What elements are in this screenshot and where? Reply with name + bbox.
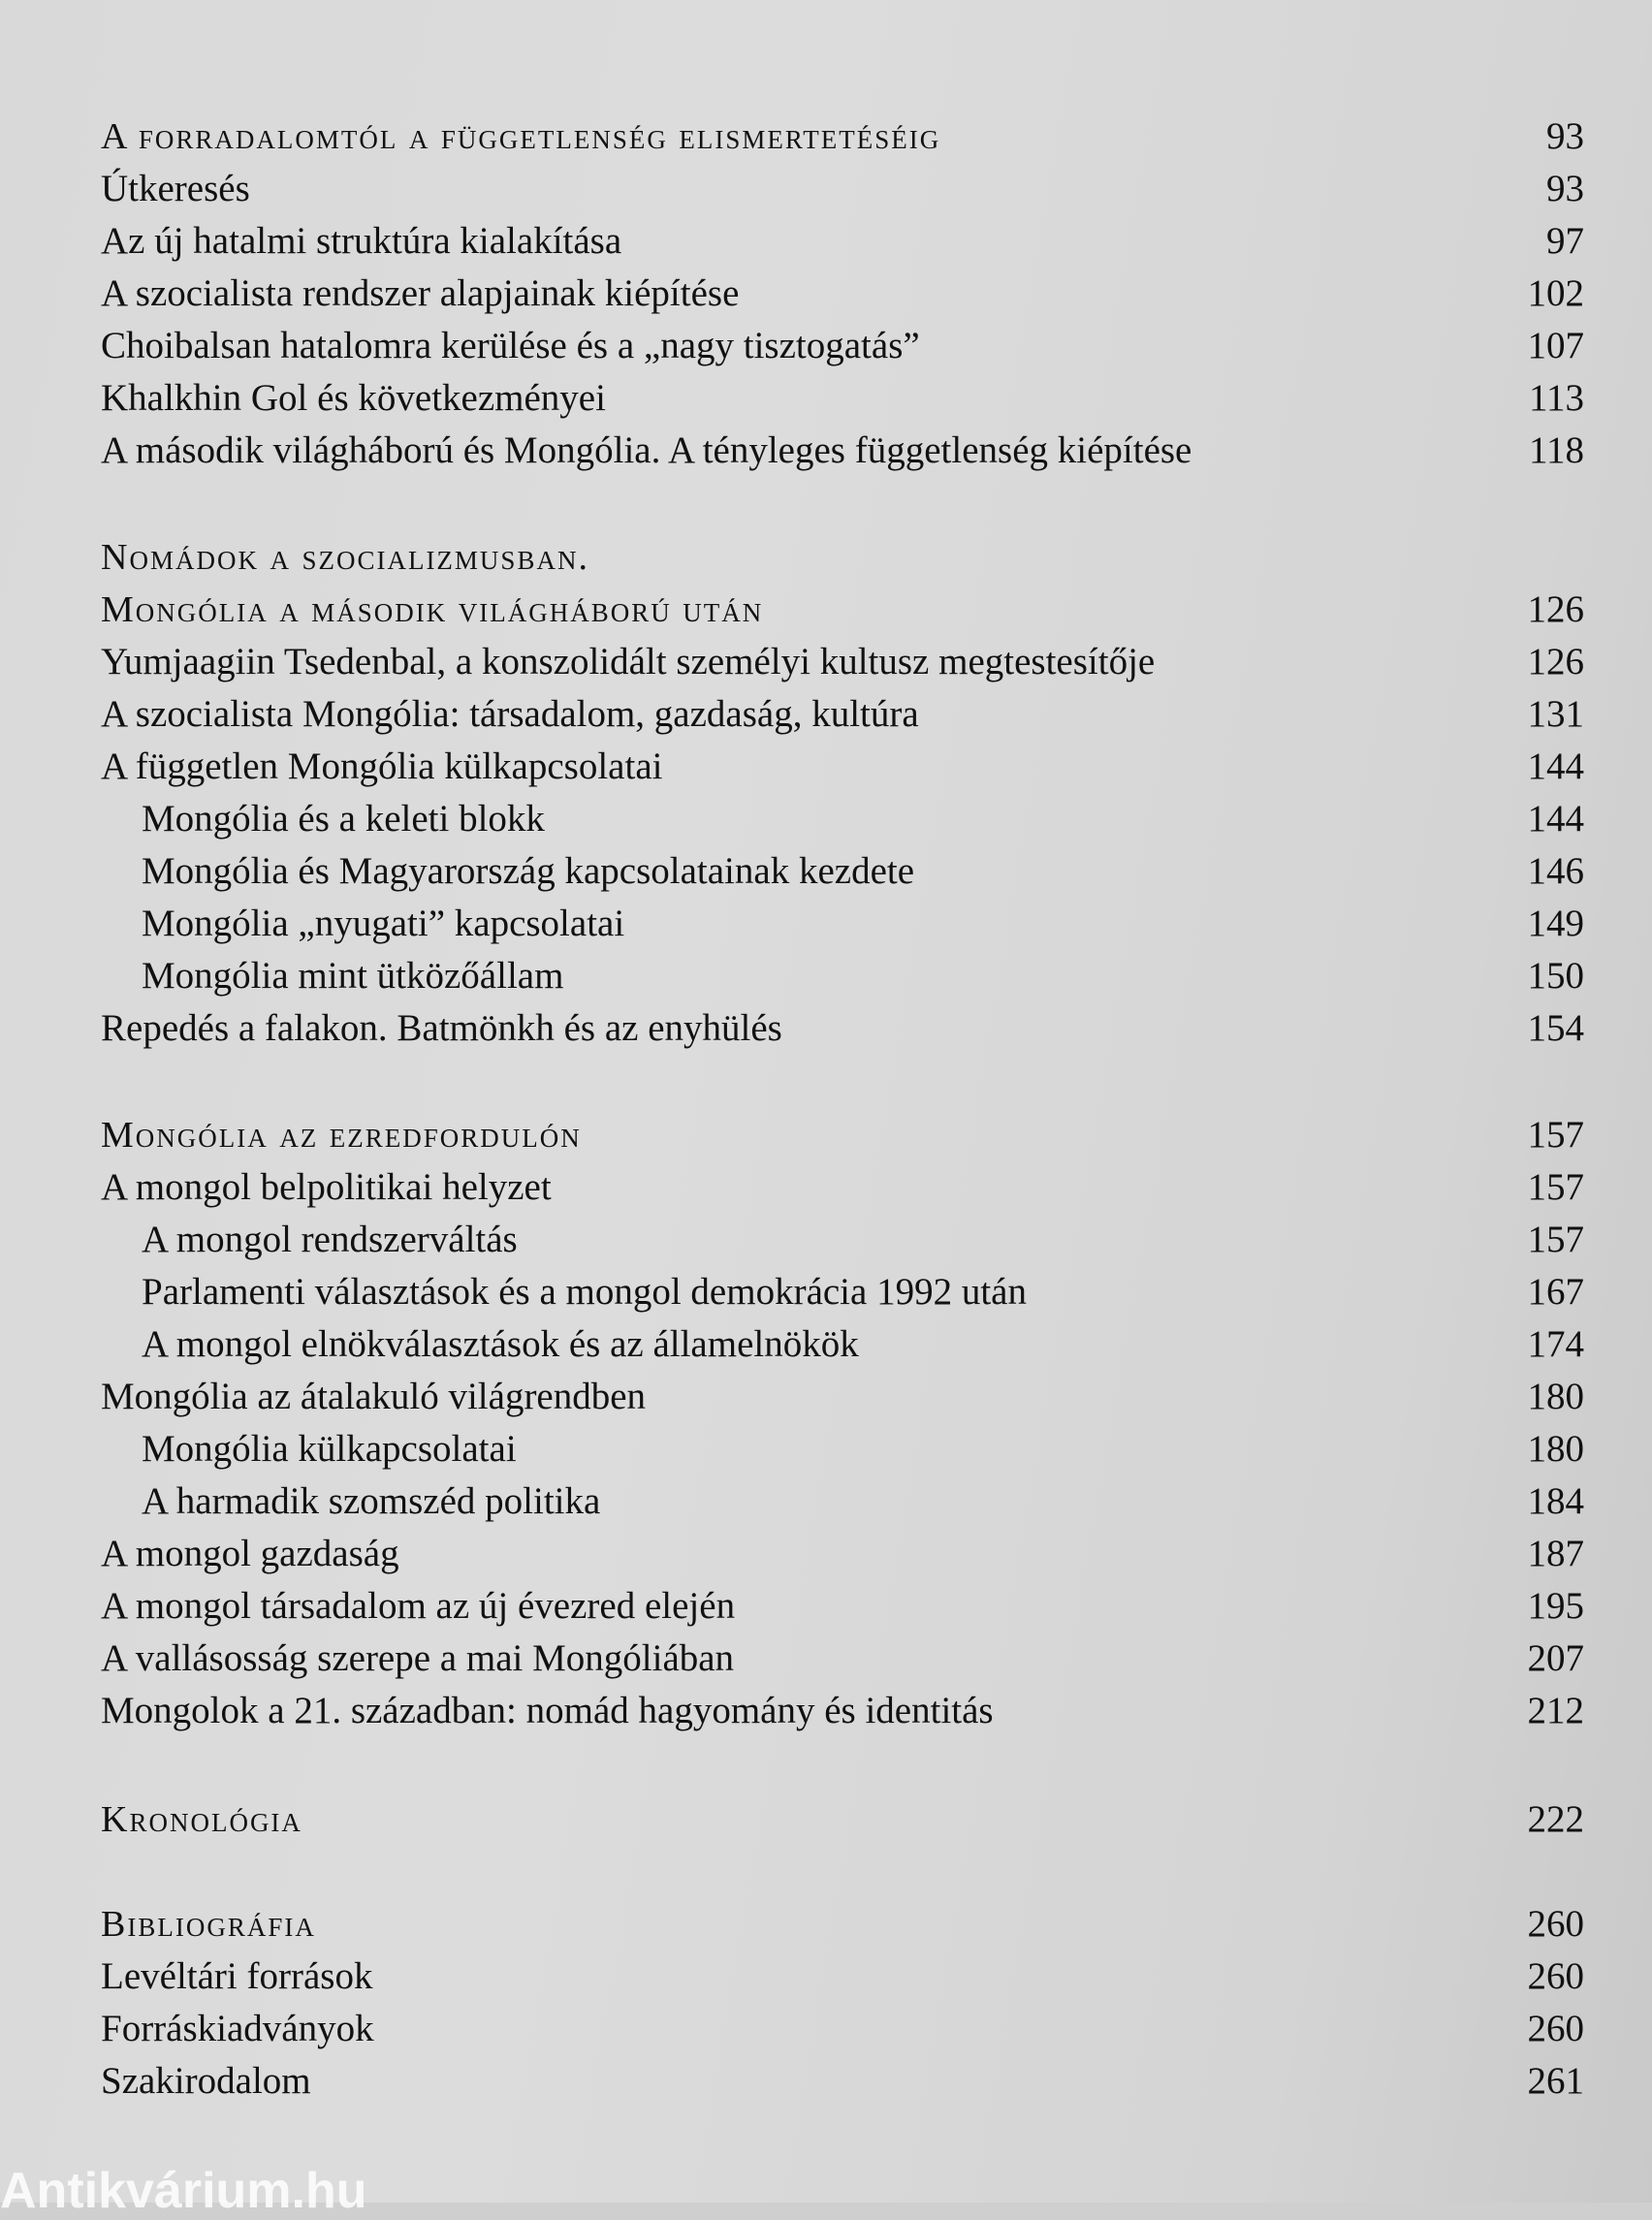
toc-entry-title: A vallásosság szerepe a mai Mongóliában bbox=[101, 1637, 735, 1679]
toc-entry bbox=[101, 372, 1584, 425]
toc-entry bbox=[101, 111, 1584, 163]
toc-entry bbox=[101, 2055, 1584, 2108]
toc-entry-page-number: 174 bbox=[1527, 1323, 1584, 1365]
toc-entry bbox=[101, 1898, 1584, 1950]
toc-entry bbox=[101, 584, 1584, 636]
toc-entry-title: Mongólia az ezredfordulón bbox=[101, 1115, 582, 1156]
toc-entry-title: Kronológia bbox=[101, 1799, 302, 1840]
toc-entry bbox=[142, 898, 1584, 950]
toc-entry-page-number: 187 bbox=[1527, 1533, 1584, 1574]
toc-entry-title: Forráskiadványok bbox=[101, 2008, 374, 2049]
toc-entry bbox=[101, 688, 1584, 741]
toc-entry-page-number: 144 bbox=[1527, 798, 1584, 840]
toc-entry bbox=[101, 215, 1584, 268]
toc-entry bbox=[101, 636, 1584, 688]
toc-entry-title: Az új hatalmi struktúra kialakítása bbox=[101, 220, 622, 262]
toc-entry-page-number: 157 bbox=[1527, 1166, 1584, 1208]
toc-entry-page-number: 107 bbox=[1527, 325, 1584, 366]
toc-entry bbox=[101, 1633, 1584, 1685]
toc-entry-page-number: 167 bbox=[1527, 1271, 1584, 1313]
toc-entry-title: Nomádok a szocializmusban. bbox=[101, 537, 589, 578]
toc-entry-page-number: 222 bbox=[1527, 1798, 1584, 1840]
toc-entry-title: Mongólia mint ütközőállam bbox=[142, 955, 564, 997]
toc-entry-title: A mongol társadalom az új évezred elején bbox=[101, 1585, 736, 1627]
toc-entry bbox=[101, 268, 1584, 320]
toc-entry bbox=[101, 1950, 1584, 2003]
toc-entry-page-number: 93 bbox=[1546, 115, 1584, 157]
toc-entry-page-number: 131 bbox=[1527, 693, 1584, 735]
toc-entry-title: Mongólia és Magyarország kapcsolatainak kezdete bbox=[142, 850, 915, 892]
toc-entry-page-number: 184 bbox=[1527, 1480, 1584, 1522]
toc-entry-page-number: 126 bbox=[1527, 641, 1584, 682]
toc-entry-title: A mongol elnökválasztások és az államelnökök bbox=[142, 1323, 859, 1365]
toc-entry bbox=[142, 1214, 1584, 1266]
toc-entry-title: Mongólia és a keleti blokk bbox=[142, 798, 545, 840]
toc-entry bbox=[142, 1475, 1584, 1528]
toc-entry bbox=[101, 1528, 1584, 1580]
toc-entry-title: A mongol rendszerváltás bbox=[142, 1219, 518, 1260]
toc-entry-title: A szocialista Mongólia: társadalom, gazdaság, kultúra bbox=[101, 693, 919, 735]
toc-entry-title: Repedés a falakon. Batmönkh és az enyhülés bbox=[101, 1007, 782, 1049]
toc-entry-title: Útkeresés bbox=[101, 168, 250, 209]
toc-entry-page-number: 260 bbox=[1527, 2008, 1584, 2049]
toc-entry bbox=[101, 1580, 1584, 1633]
toc-entry-page-number: 97 bbox=[1546, 220, 1584, 262]
toc-entry-page-number: 154 bbox=[1527, 1007, 1584, 1049]
toc-entry-page-number: 195 bbox=[1527, 1585, 1584, 1627]
toc-entry bbox=[101, 1793, 1584, 1846]
toc-entry-page-number: 102 bbox=[1527, 272, 1584, 314]
toc-entry-title: A szocialista rendszer alapjainak kiépítése bbox=[101, 272, 740, 314]
toc-entry-title: Mongólia az átalakuló világrendben bbox=[101, 1376, 647, 1417]
toc-entry bbox=[142, 1423, 1584, 1475]
toc-entry-title: Yumjaagiin Tsedenbal, a konszolidált személyi kultusz megtestesítője bbox=[101, 641, 1156, 682]
toc-entry-title: A független Mongólia külkapcsolatai bbox=[101, 745, 663, 787]
toc-entry-title: A forradalomtól a függetlenség elismertetéséig bbox=[101, 116, 941, 157]
toc-entry-page-number: 126 bbox=[1527, 588, 1584, 630]
toc-entry-title: Mongólia „nyugati” kapcsolatai bbox=[142, 903, 625, 944]
toc-entry bbox=[101, 320, 1584, 372]
toc-entry-page-number: 157 bbox=[1527, 1219, 1584, 1260]
toc-entry-title: A mongol gazdaság bbox=[101, 1533, 399, 1574]
toc-entry-page-number: 149 bbox=[1527, 903, 1584, 944]
toc-entry bbox=[101, 1002, 1584, 1055]
toc-entry-title: Choibalsan hatalomra kerülése és a „nagy tisztogatás” bbox=[101, 325, 920, 366]
toc-entry-page-number: 113 bbox=[1528, 377, 1584, 419]
toc-entry-page-number: 180 bbox=[1527, 1428, 1584, 1470]
toc-entry bbox=[101, 2003, 1584, 2055]
toc-entry bbox=[101, 1109, 1584, 1161]
toc-entry bbox=[101, 163, 1584, 215]
toc-entry-page-number: 261 bbox=[1527, 2060, 1584, 2102]
toc-entry-title: A mongol belpolitikai helyzet bbox=[101, 1166, 552, 1208]
toc-entry-title: Mongólia külkapcsolatai bbox=[142, 1428, 517, 1470]
toc-entry-title: A harmadik szomszéd politika bbox=[142, 1480, 601, 1522]
toc-entry-page-number: 157 bbox=[1527, 1114, 1584, 1156]
toc-entry-page-number: 150 bbox=[1527, 955, 1584, 997]
toc-entry bbox=[101, 425, 1584, 477]
toc-entry bbox=[142, 1266, 1584, 1318]
toc-entry-title: Levéltári források bbox=[101, 1955, 373, 1997]
toc-entry-page-number: 180 bbox=[1527, 1376, 1584, 1417]
toc-entry-page-number: 212 bbox=[1527, 1690, 1584, 1731]
toc-entry bbox=[142, 793, 1584, 845]
toc-entry bbox=[101, 1161, 1584, 1214]
toc-entry-page-number: 118 bbox=[1528, 429, 1584, 471]
toc-entry-title: Parlamenti választások és a mongol demokrácia 1992 után bbox=[142, 1271, 1027, 1313]
toc-entry-title: Szakirodalom bbox=[101, 2060, 311, 2102]
toc-entry-page-number: 207 bbox=[1527, 1637, 1584, 1679]
toc-entry bbox=[101, 1371, 1584, 1423]
toc-entry bbox=[142, 1318, 1584, 1371]
toc-entry-title: Mongolok a 21. században: nomád hagyomány és identitás bbox=[101, 1690, 994, 1731]
toc-entry-title: Mongólia a második világháború után bbox=[101, 589, 764, 630]
toc-entry-page-number: 93 bbox=[1546, 168, 1584, 209]
toc-entry bbox=[101, 741, 1584, 793]
toc-entry-page-number: 144 bbox=[1527, 745, 1584, 787]
toc-entry-page-number: 146 bbox=[1527, 850, 1584, 892]
toc-entry-page-number: 260 bbox=[1527, 1955, 1584, 1997]
toc-entry-title: Khalkhin Gol és következményei bbox=[101, 377, 606, 419]
toc-entry-title: A második világháború és Mongólia. A tényleges függetlenség kiépítése bbox=[101, 429, 1192, 471]
toc-entry bbox=[142, 950, 1584, 1002]
toc-entry bbox=[101, 531, 1584, 584]
toc-entry-page-number: 260 bbox=[1527, 1903, 1584, 1945]
toc-entry-title: Bibliográfia bbox=[101, 1904, 316, 1945]
watermark: Antikvárium.hu bbox=[0, 2163, 367, 2219]
toc-entry bbox=[101, 1685, 1584, 1737]
toc-entry bbox=[142, 845, 1584, 898]
